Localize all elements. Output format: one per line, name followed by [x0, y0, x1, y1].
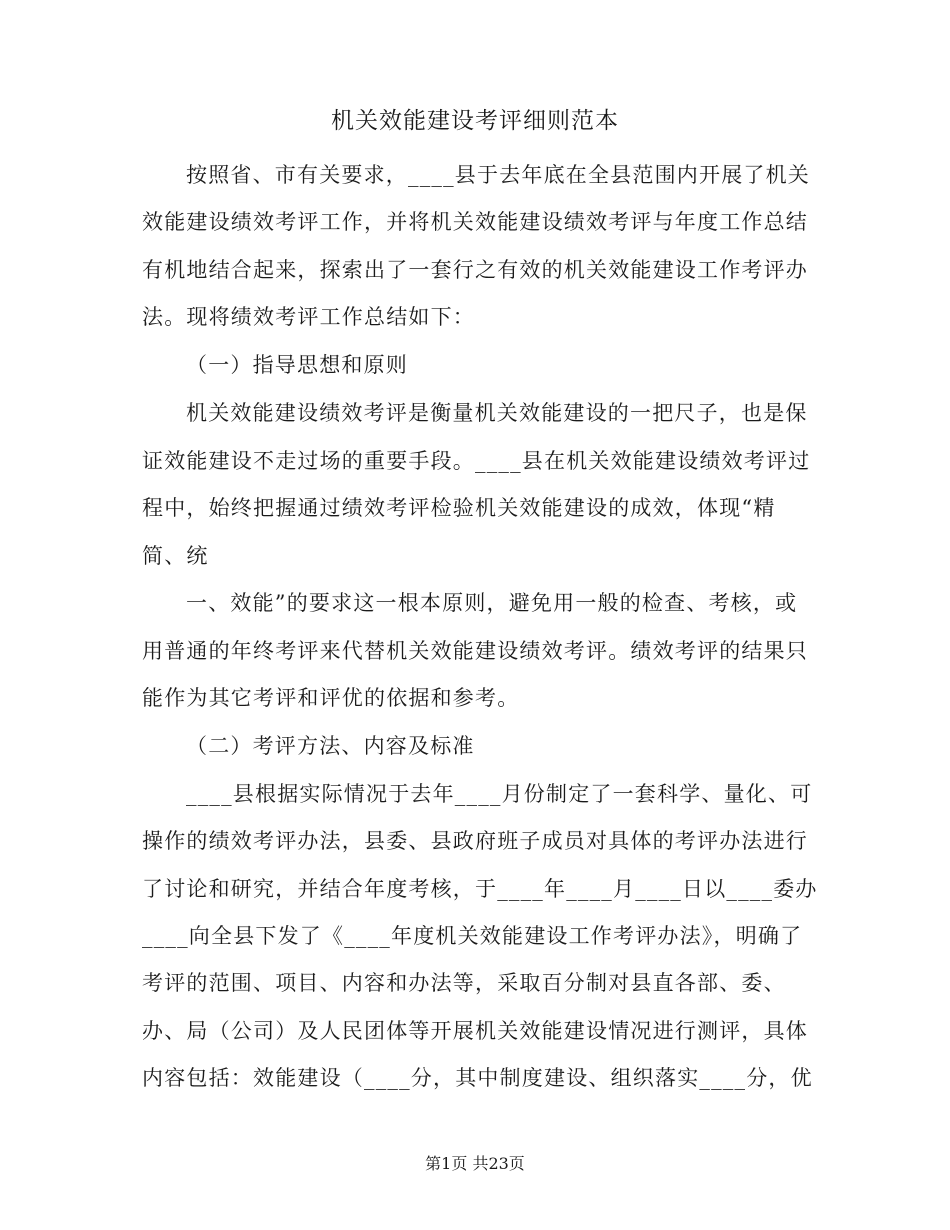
paragraph-line: 用普通的年终考评来代替机关效能建设绩效考评。绩效考评的结果只 — [142, 639, 808, 663]
paragraph-line: 一、效能”的要求这一根本原则，避免用一般的检查、考核，或 — [186, 591, 798, 615]
paragraph-line: 操作的绩效考评办法，县委、县政府班子成员对具体的考评办法进行 — [142, 829, 808, 853]
paragraph-line: 办、局（公司）及人民团体等开展机关效能建设情况进行测评，具体 — [142, 1019, 808, 1043]
paragraph-line: 能作为其它考评和评优的依据和参考。 — [142, 686, 520, 710]
paragraph-line: 按照省、市有关要求，____县于去年底在全县范围内开展了机关 — [186, 163, 810, 187]
document-title: 机关效能建设考评细则范本 — [331, 108, 619, 134]
paragraph-line: 效能建设绩效考评工作，并将机关效能建设绩效考评与年度工作总结 — [142, 210, 808, 234]
section-heading: （一）指导思想和原则 — [186, 353, 408, 377]
paragraph-line: 证效能建设不走过场的重要手段。____县在机关效能建设绩效考评过 — [142, 449, 811, 473]
paragraph-line: 程中，始终把握通过绩效考评检验机关效能建设的成效，体现“精 — [142, 496, 776, 520]
page-number: 第1页 共23页 — [425, 1154, 525, 1173]
paragraph-line: 考评的范围、项目、内容和办法等，采取百分制对县直各部、委、 — [142, 971, 786, 995]
paragraph-line: ____县根据实际情况于去年____月份制定了一套科学、量化、可 — [186, 782, 813, 806]
paragraph-line: ____向全县下发了《____年度机关效能建设工作考评办法》，明确了 — [142, 924, 803, 948]
paragraph-line: 了讨论和研究，并结合年度考核，于____年____月____日以____委办 — [142, 877, 818, 901]
paragraph-line: 简、统 — [142, 544, 209, 568]
paragraph-line: 有机地结合起来，探索出了一套行之有效的机关效能建设工作考评办 — [142, 258, 808, 282]
paragraph-line: 法。现将绩效考评工作总结如下： — [142, 305, 475, 329]
paragraph-line: 内容包括：效能建设（____分，其中制度建设、组织落实____分，优 — [142, 1066, 813, 1090]
section-heading: （二）考评方法、内容及标准 — [186, 734, 475, 758]
paragraph-line: 机关效能建设绩效考评是衡量机关效能建设的一把尺子，也是保 — [186, 401, 808, 425]
